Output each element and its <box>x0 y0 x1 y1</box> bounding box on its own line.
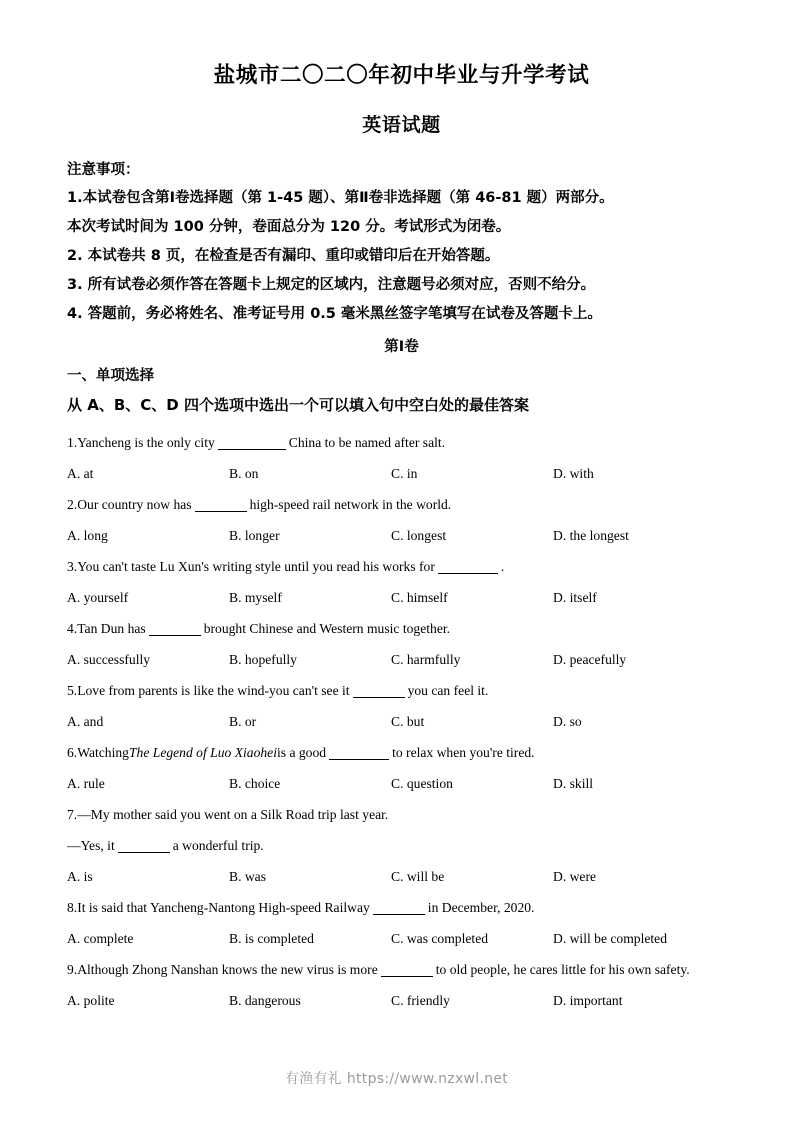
question-stem-pre: You can't taste Lu Xun's writing style until you read his works for <box>77 559 435 575</box>
question-stem-title-italic: The Legend of Luo Xiaohei <box>128 745 277 761</box>
question-block <box>67 676 736 738</box>
notice-heading: 注意事项： <box>67 161 140 178</box>
question-block <box>67 614 736 676</box>
notice-block <box>67 159 736 326</box>
answer-blank[interactable] <box>118 839 170 853</box>
option-choice[interactable]: A. and <box>67 714 104 730</box>
notice-line-5: 4. 答题前，务必将姓名、准考证号用 0.5 毫米黑丝签字笔填写在试卷及答题卡上。 <box>67 306 602 323</box>
question-stem <box>67 676 736 707</box>
option-choice[interactable]: D. peacefully <box>553 652 627 668</box>
option-choice[interactable]: C. longest <box>391 528 447 544</box>
question-stem-pre: Although Zhong Nanshan knows the new virus is more <box>77 962 378 978</box>
question-stem-pre: Tan Dun has <box>77 621 146 637</box>
option-choice[interactable]: D. were <box>553 869 597 885</box>
answer-blank[interactable] <box>381 963 433 977</box>
option-choice[interactable]: A. successfully <box>67 652 151 668</box>
answer-blank[interactable] <box>218 436 286 450</box>
question-list <box>67 428 736 1017</box>
option-choice[interactable]: C. was completed <box>391 931 489 947</box>
answer-blank[interactable] <box>195 498 247 512</box>
option-choice[interactable]: B. on <box>229 466 259 482</box>
question-stem-pre: Love from parents is like the wind-you can't see it <box>77 683 350 699</box>
option-choice[interactable]: B. or <box>229 714 257 730</box>
question-stem-post: high-speed rail network in the world. <box>249 497 452 513</box>
option-choice[interactable]: D. important <box>553 993 623 1009</box>
question-number: 2. <box>67 497 78 513</box>
question-stem-post: to relax when you're tired. <box>392 745 535 761</box>
answer-blank[interactable] <box>149 622 201 636</box>
section-directions: 从 A、B、C、D 四个选项中选出一个可以填入句中空白处的最佳答案 <box>67 396 529 415</box>
question-options <box>67 459 736 490</box>
question-stem <box>67 893 736 924</box>
question-stem <box>67 738 736 769</box>
question-stem <box>67 428 736 459</box>
question-stem-post: . <box>500 559 505 575</box>
option-choice[interactable]: C. in <box>391 466 418 482</box>
paper-part-label: 第Ⅰ卷 <box>384 338 419 355</box>
question-number: 1. <box>67 435 78 451</box>
question-number: 5. <box>67 683 78 699</box>
question-stem-post: brought Chinese and Western music together. <box>203 621 451 637</box>
option-choice[interactable]: B. dangerous <box>229 993 301 1009</box>
question-stem-pre: It is said that Yancheng-Nantong High-speed Railway <box>77 900 370 916</box>
question-options <box>67 645 736 676</box>
question-stem-post: in December, 2020. <box>427 900 535 916</box>
question-options <box>67 707 736 738</box>
section-title: 一、单项选择 <box>67 367 154 384</box>
question-options <box>67 583 736 614</box>
option-choice[interactable]: A. yourself <box>67 590 129 606</box>
question-options <box>67 862 736 893</box>
question-stem-line-2-pre: —Yes, it <box>67 838 115 854</box>
question-options <box>67 769 736 800</box>
question-options <box>67 521 736 552</box>
answer-blank[interactable] <box>438 560 498 574</box>
notice-line-2: 本次考试时间为 100 分钟，卷面总分为 120 分。考试形式为闭卷。 <box>67 219 511 236</box>
question-number: 6. <box>67 745 78 761</box>
option-choice[interactable]: D. will be completed <box>553 931 668 947</box>
question-options <box>67 986 736 1017</box>
option-choice[interactable]: B. myself <box>229 590 282 606</box>
question-number: 9. <box>67 962 78 978</box>
question-stem-pre: —My mother said you went on a Silk Road trip last year. <box>77 807 389 823</box>
question-number: 7. <box>67 807 78 823</box>
question-stem-post: China to be named after salt. <box>288 435 446 451</box>
question-stem <box>67 490 736 521</box>
option-choice[interactable]: A. long <box>67 528 108 544</box>
option-choice[interactable]: A. at <box>67 466 94 482</box>
answer-blank[interactable] <box>353 684 405 698</box>
option-choice[interactable]: C. but <box>391 714 425 730</box>
question-stem <box>67 955 736 986</box>
question-stem-mid: is a good <box>276 745 327 761</box>
option-choice[interactable]: C. question <box>391 776 453 792</box>
option-choice[interactable]: C. friendly <box>391 993 450 1009</box>
answer-blank[interactable] <box>329 746 389 760</box>
question-stem-post: to old people, he cares little for his own safety. <box>435 962 690 978</box>
option-choice[interactable]: B. hopefully <box>229 652 297 668</box>
option-choice[interactable]: A. complete <box>67 931 134 947</box>
question-stem <box>67 800 736 831</box>
option-choice[interactable]: C. will be <box>391 869 445 885</box>
question-stem-pre: Yancheng is the only city <box>77 435 215 451</box>
page-subtitle: 英语试题 <box>362 113 441 136</box>
notice-line-3: 2. 本试卷共 8 页，在检查是否有漏印、重印或错印后在开始答题。 <box>67 248 500 265</box>
footer-watermark: 有渔有礼 https://www.nzxwl.net <box>284 1071 509 1087</box>
question-stem-line-2-post: a wonderful trip. <box>172 838 264 854</box>
question-number: 8. <box>67 900 78 916</box>
question-block <box>67 800 736 893</box>
option-choice[interactable]: D. skill <box>553 776 594 792</box>
question-stem-pre: Our country now has <box>77 497 192 513</box>
option-choice[interactable]: C. himself <box>391 590 448 606</box>
question-stem <box>67 552 736 583</box>
question-block <box>67 428 736 490</box>
page-title: 盐城市二〇二〇年初中毕业与升学考试 <box>213 63 590 88</box>
question-stem <box>67 614 736 645</box>
option-choice[interactable]: B. longer <box>229 528 280 544</box>
option-choice[interactable]: B. is completed <box>229 931 314 947</box>
option-choice[interactable]: A. polite <box>67 993 115 1009</box>
question-block <box>67 552 736 614</box>
option-choice[interactable]: A. is <box>67 869 93 885</box>
option-choice[interactable]: B. choice <box>229 776 281 792</box>
notice-line-4: 3. 所有试卷必须作答在答题卡上规定的区域内，注意题号必须对应，否则不给分。 <box>67 277 596 294</box>
option-choice[interactable]: D. so <box>553 714 582 730</box>
question-block <box>67 738 736 800</box>
option-choice[interactable]: D. the longest <box>553 528 629 544</box>
question-block <box>67 490 736 552</box>
option-choice[interactable]: B. was <box>229 869 267 885</box>
question-block <box>67 955 736 1017</box>
question-stem-post: you can feel it. <box>407 683 489 699</box>
question-stem-line-2 <box>67 831 736 862</box>
option-choice[interactable]: A. rule <box>67 776 105 792</box>
option-choice[interactable]: D. itself <box>553 590 597 606</box>
question-number: 3. <box>67 559 78 575</box>
question-number: 4. <box>67 621 78 637</box>
option-choice[interactable]: C. harmfully <box>391 652 461 668</box>
option-choice[interactable]: D. with <box>553 466 594 482</box>
notice-line-1: 1.本试卷包含第Ⅰ卷选择题（第 1-45 题）、第Ⅱ卷非选择题（第 46-81 题）两部分。 <box>67 190 614 207</box>
question-block <box>67 893 736 955</box>
answer-blank[interactable] <box>373 901 425 915</box>
question-options <box>67 924 736 955</box>
question-stem-pre: Watching <box>77 745 129 761</box>
